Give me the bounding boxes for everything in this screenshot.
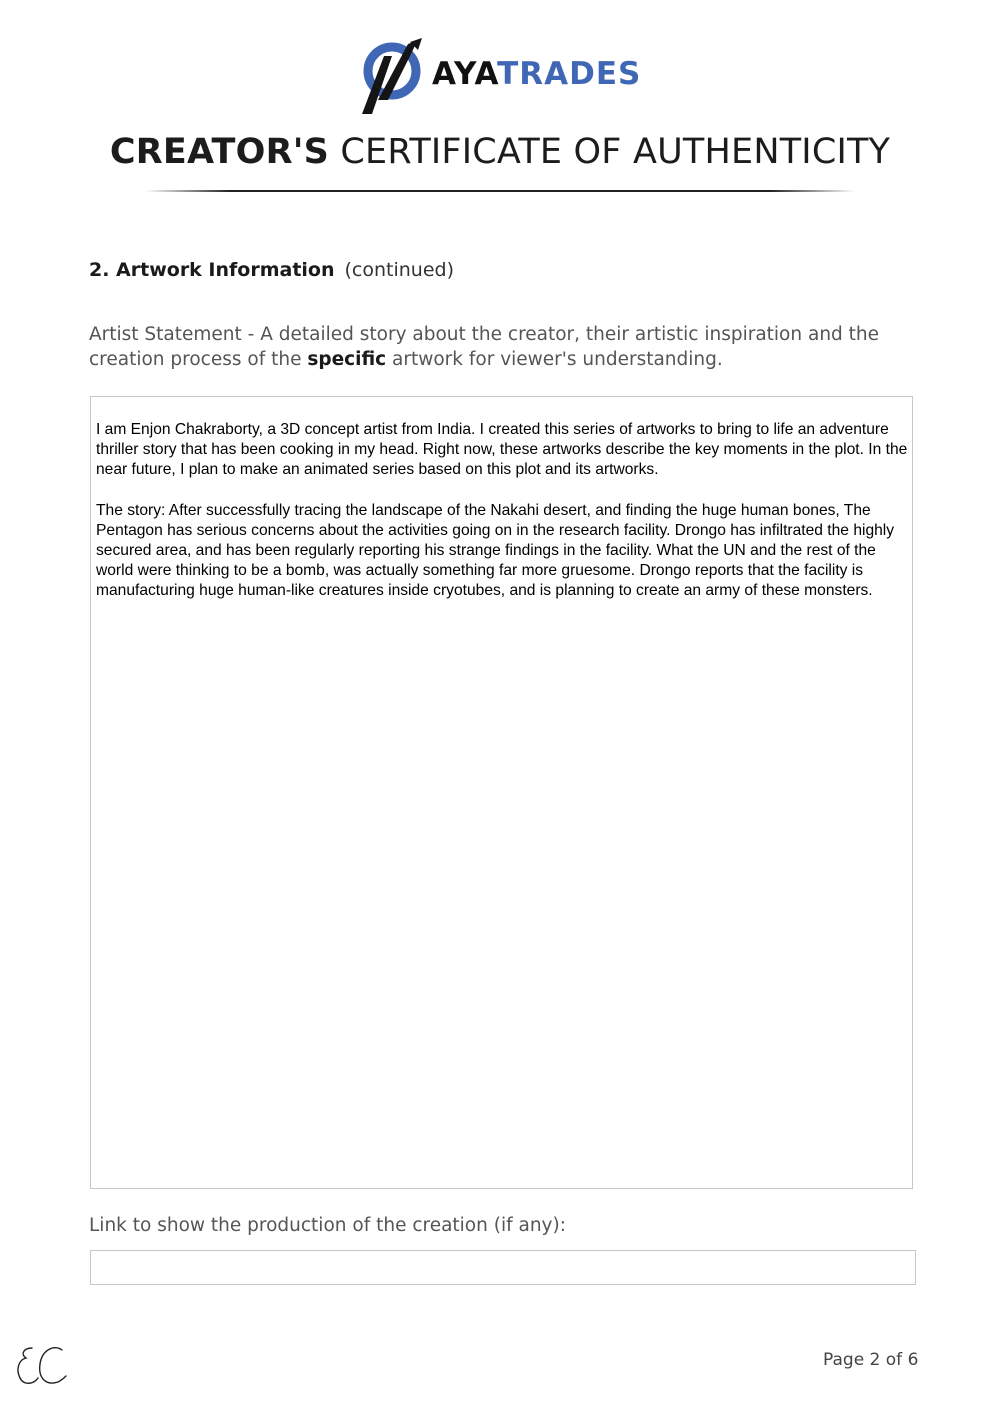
statement-paragraph-1: I am Enjon Chakraborty, a 3D concept artist from India. I created this series of artworks to bring to life an adventure thriller story that has been cooking in my head. Right now, these artworks describe the key moments in the plot. In the near future, I plan to make an animated series based on this plot and its artworks. xyxy=(96,421,908,479)
section-heading-title: 2. Artwork Information xyxy=(89,259,335,281)
brand-name-part1: AYA xyxy=(432,56,498,92)
artist-statement-prompt xyxy=(89,322,889,372)
section-heading-note: (continued) xyxy=(344,259,455,281)
prompt-text-after: artwork for viewer's understanding. xyxy=(392,349,723,370)
statement-paragraph-2: The story: After successfully tracing the landscape of the Nakahi desert, and finding the huge human bones, The Pentagon has serious concerns about the activities going on in the research facility. Drongo has infiltrated the highly secured area, and has been regularly reporting his strange findings in the facility. What the UN and the rest of the world were thinking to be a bomb, was actually something far more gruesome. Drongo reports that the facility is manufacturing huge human-like creatures inside cryotubes, and is planning to create an army of these monsters. xyxy=(96,501,895,600)
brand-name-part2: TRADES xyxy=(497,56,642,92)
section-heading xyxy=(89,259,454,281)
certificate-title xyxy=(0,132,1000,172)
certificate-title-bold: CREATOR'S xyxy=(109,132,330,172)
artist-statement-text xyxy=(96,420,916,622)
prompt-text-bold: specific xyxy=(307,349,387,370)
ayatrades-logo xyxy=(362,38,642,118)
prompt-text-before: Artist Statement - A detailed story about the creator, their artistic inspiration and the creation process of the xyxy=(89,324,880,370)
certificate-title-rest: CERTIFICATE OF AUTHENTICITY xyxy=(340,132,891,172)
ayatrades-logo-icon xyxy=(362,38,424,118)
ayatrades-wordmark xyxy=(432,56,641,92)
title-divider xyxy=(145,190,855,192)
page-number: Page 2 of 6 xyxy=(823,1350,919,1370)
production-link-label: Link to show the production of the creation (if any): xyxy=(89,1215,566,1236)
signature-initials xyxy=(14,1340,74,1395)
production-link-input[interactable] xyxy=(90,1250,916,1285)
